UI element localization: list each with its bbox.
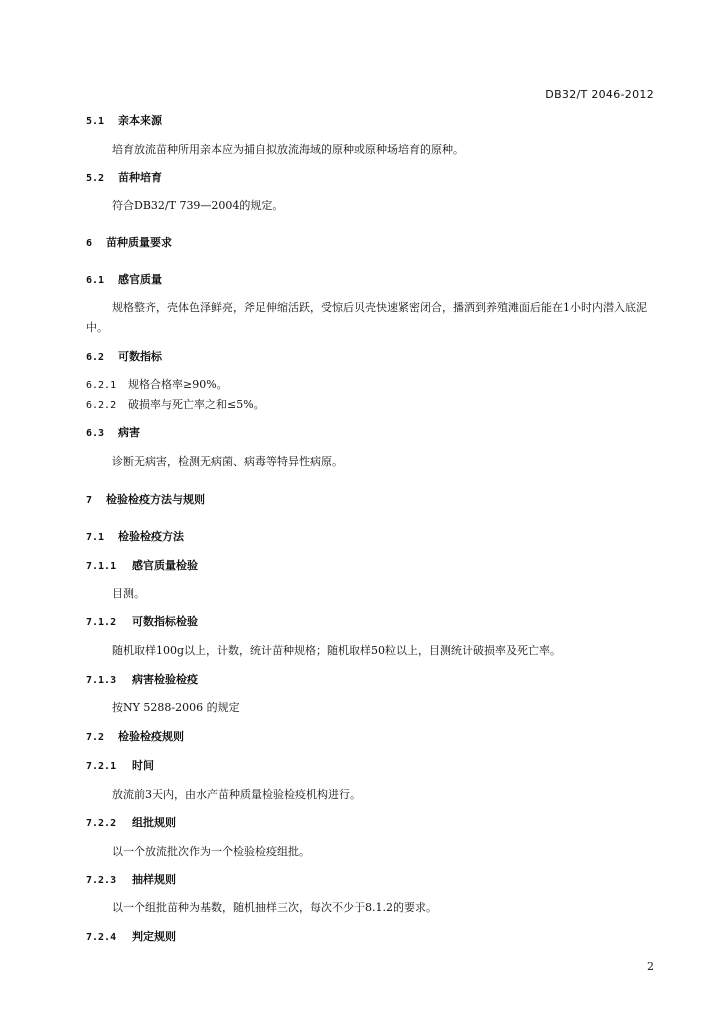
section-5-2-heading (86, 171, 162, 186)
section-title: 组批规则 (132, 816, 176, 829)
section-number: 6.2 (86, 352, 105, 363)
section-title: 病害检验检疫 (132, 673, 198, 686)
section-7-1-1-heading (86, 559, 198, 574)
section-title: 苗种培育 (118, 171, 162, 184)
section-number: 7.1.2 (86, 617, 117, 628)
section-7-1-heading (86, 530, 184, 545)
section-title: 苗种质量要求 (106, 236, 172, 249)
section-7-2-3-body: 以一个组批苗种为基数，随机抽样三次，每次不少于8.1.2的要求。 (112, 901, 437, 914)
clause-6-2-2 (86, 398, 265, 413)
section-6-heading (86, 236, 172, 251)
section-title: 感官质量 (118, 273, 162, 286)
section-7-2-4-heading (86, 930, 176, 945)
section-number: 7.1 (86, 532, 105, 543)
section-number: 7.1.1 (86, 561, 117, 572)
section-title: 可数指标检验 (132, 615, 198, 628)
section-5-2-body: 符合DB32/T 739—2004的规定。 (112, 199, 284, 212)
section-number: 5.2 (86, 173, 105, 184)
section-5-1-heading (86, 114, 162, 129)
section-number: 7.1.3 (86, 675, 117, 686)
section-number: 6.1 (86, 275, 105, 286)
section-title: 可数指标 (118, 350, 162, 363)
section-number: 7.2.3 (86, 875, 117, 886)
section-title: 检验检疫规则 (118, 730, 184, 743)
section-title: 检验检疫方法与规则 (106, 493, 205, 506)
section-7-1-3-body: 按NY 5288-2006 的规定 (112, 701, 240, 714)
clause-text: 破损率与死亡率之和≤5%。 (128, 398, 265, 411)
section-7-2-3-heading (86, 873, 176, 888)
section-5-1-body: 培育放流苗种所用亲本应为捕自拟放流海域的原种或原种场培育的原种。 (112, 143, 464, 156)
section-7-heading (86, 493, 205, 508)
clause-text: 规格合格率≥90%。 (128, 378, 228, 391)
section-7-1-3-heading (86, 673, 198, 688)
section-title: 时间 (132, 759, 154, 772)
section-title: 检验检疫方法 (118, 530, 184, 543)
section-6-3-heading (86, 426, 140, 441)
section-number: 7.2 (86, 732, 105, 743)
clause-number: 6.2.2 (86, 400, 117, 411)
section-6-2-heading (86, 350, 162, 365)
section-number: 6 (86, 238, 93, 249)
section-title: 抽样规则 (132, 873, 176, 886)
section-title: 亲本来源 (118, 114, 162, 127)
section-7-2-1-heading (86, 759, 154, 774)
page-number: 2 (647, 960, 654, 973)
section-7-1-2-body: 随机取样100g以上，计数，统计苗种规格；随机取样50粒以上，目测统计破损率及死亡率。 (112, 644, 562, 657)
section-7-1-2-heading (86, 615, 198, 630)
section-title: 感官质量检验 (132, 559, 198, 572)
section-title: 判定规则 (132, 930, 176, 943)
clause-number: 6.2.1 (86, 380, 117, 391)
section-number: 7.2.1 (86, 761, 117, 772)
section-number: 7 (86, 495, 93, 506)
section-7-2-2-body: 以一个放流批次作为一个检验检疫组批。 (112, 845, 310, 858)
section-6-3-body: 诊断无病害，检测无病菌、病毒等特异性病原。 (112, 455, 343, 468)
section-6-1-heading (86, 273, 162, 288)
section-title: 病害 (118, 426, 140, 439)
section-number: 6.3 (86, 428, 105, 439)
document-code-header: DB32/T 2046-2012 (545, 88, 654, 101)
section-7-1-1-body: 目测。 (112, 587, 145, 600)
section-number: 5.1 (86, 116, 105, 127)
section-7-2-1-body: 放流前3天内，由水产苗种质量检验检疫机构进行。 (112, 788, 361, 801)
section-7-2-heading (86, 730, 184, 745)
section-6-1-body: 规格整齐，壳体色泽鲜亮，斧足伸缩活跃，受惊后贝壳快速紧密闭合，播洒到养殖滩面后能在1小时内潜入底泥中。 (86, 301, 647, 334)
section-number: 7.2.2 (86, 818, 117, 829)
section-number: 7.2.4 (86, 932, 117, 943)
clause-6-2-1 (86, 378, 228, 393)
section-7-2-2-heading (86, 816, 176, 831)
